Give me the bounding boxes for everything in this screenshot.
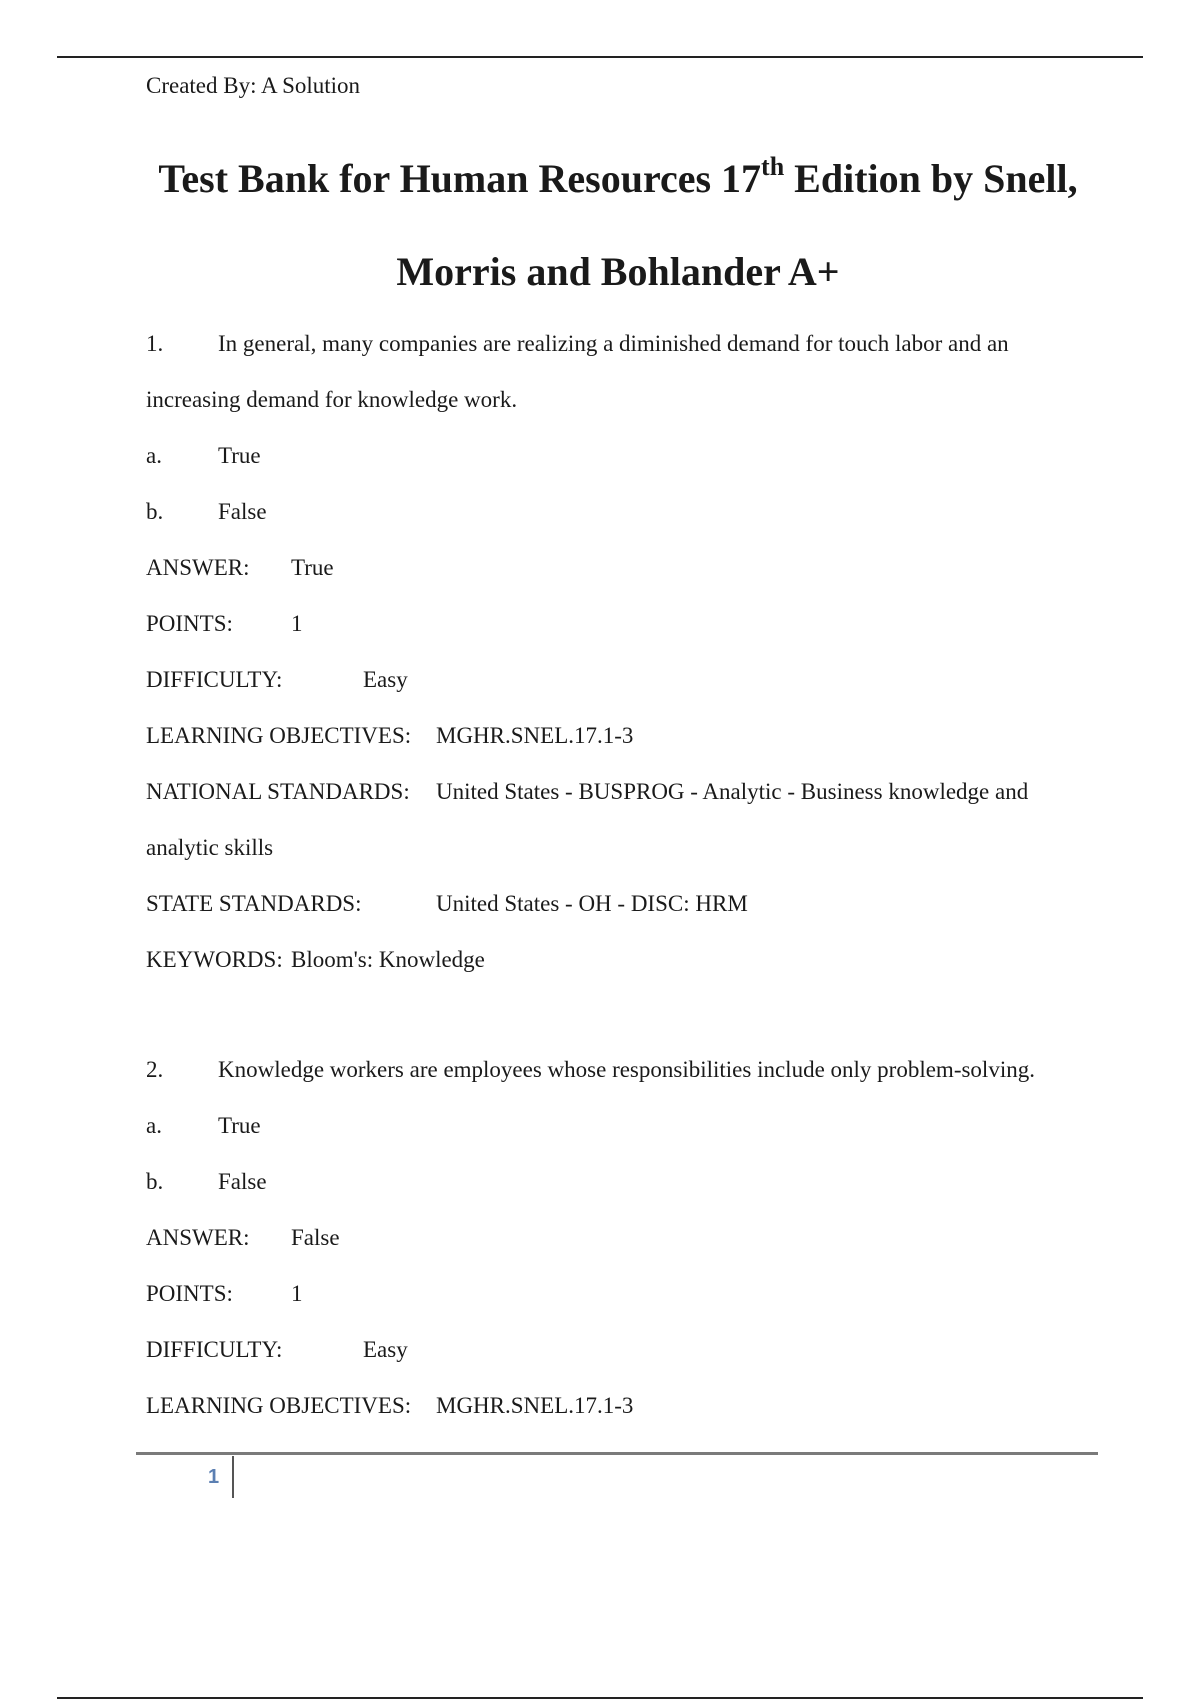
question-1-option-b: [146, 488, 1106, 544]
question-1-stem-continued: increasing demand for knowledge work.: [146, 387, 518, 412]
option-text: True: [218, 443, 261, 468]
question-1-difficulty: [146, 656, 1106, 712]
title-line-1-start: Test Bank for Human Resources 17: [158, 156, 762, 201]
answer-value: False: [291, 1225, 340, 1250]
page-number: 1: [208, 1466, 220, 1488]
question-2-number: 2.: [146, 1057, 164, 1082]
points-value: 1: [291, 1281, 303, 1306]
answer-label: ANSWER:: [146, 1225, 250, 1250]
question-2: [146, 1046, 1106, 1438]
question-1-national-standards-continued: analytic skills: [146, 835, 274, 860]
option-letter: a.: [146, 443, 162, 468]
answer-label: ANSWER:: [146, 555, 250, 580]
national-standards-label: NATIONAL STANDARDS:: [146, 779, 410, 804]
title-line-2: Morris and Bohlander A+: [396, 249, 840, 294]
learning-objectives-label: LEARNING OBJECTIVES:: [146, 1393, 412, 1418]
question-1-points: [146, 600, 1106, 656]
state-standards-label: STATE STANDARDS:: [146, 891, 362, 916]
national-standards-value: United States - BUSPROG - Analytic - Business knowledge and: [436, 779, 1029, 804]
question-2-points: [146, 1270, 1106, 1326]
bottom-rule: [57, 1697, 1143, 1699]
question-1-learning-objectives: [146, 712, 1106, 768]
question-1-stem: [146, 320, 1106, 376]
option-letter: b.: [146, 499, 164, 524]
points-label: POINTS:: [146, 1281, 233, 1306]
question-2-answer: [146, 1214, 1106, 1270]
title-line-1-end: Edition by Snell,: [784, 156, 1078, 201]
option-text: False: [218, 1169, 267, 1194]
learning-objectives-value: MGHR.SNEL.17.1-3: [436, 1393, 634, 1418]
question-2-learning-objectives: [146, 1382, 1106, 1438]
difficulty-value: Easy: [363, 1337, 408, 1362]
question-1-national-standards: [146, 768, 1106, 824]
question-1-state-standards: [146, 880, 1106, 936]
state-standards-value: United States - OH - DISC: HRM: [436, 891, 748, 916]
title-line-1: [80, 132, 1156, 225]
points-label: POINTS:: [146, 611, 233, 636]
learning-objectives-value: MGHR.SNEL.17.1-3: [436, 723, 634, 748]
document-title: [80, 132, 1156, 318]
learning-objectives-label: LEARNING OBJECTIVES:: [146, 723, 412, 748]
question-spacer: [146, 992, 1106, 1046]
question-1-text-line-1: In general, many companies are realizing a diminished demand for touch labor and an: [218, 331, 1009, 356]
question-1-option-a: [146, 432, 1106, 488]
points-value: 1: [291, 611, 303, 636]
difficulty-label: DIFFICULTY:: [146, 667, 283, 692]
question-2-text-line-1: Knowledge workers are employees whose responsibilities include only problem-solving.: [218, 1057, 1035, 1082]
top-rule: [57, 56, 1143, 58]
question-1-keywords: [146, 936, 1106, 992]
question-2-difficulty: [146, 1326, 1106, 1382]
keywords-value: Bloom's: Knowledge: [291, 947, 485, 972]
option-text: True: [218, 1113, 261, 1138]
question-2-option-b: [146, 1158, 1106, 1214]
option-letter: a.: [146, 1113, 162, 1138]
question-2-stem: [146, 1046, 1106, 1102]
footer-rule: [136, 1452, 1098, 1455]
question-2-option-a: [146, 1102, 1106, 1158]
question-list: [146, 320, 1106, 1438]
option-text: False: [218, 499, 267, 524]
option-letter: b.: [146, 1169, 164, 1194]
page-number-divider: [232, 1456, 234, 1498]
difficulty-label: DIFFICULTY:: [146, 1337, 283, 1362]
answer-value: True: [291, 555, 334, 580]
keywords-label: KEYWORDS:: [146, 947, 283, 972]
created-by-note: Created By: A Solution: [146, 73, 361, 98]
question-1-number: 1.: [146, 331, 164, 356]
title-superscript: th: [761, 152, 785, 181]
difficulty-value: Easy: [363, 667, 408, 692]
question-1-answer: [146, 544, 1106, 600]
question-1: [146, 320, 1106, 992]
